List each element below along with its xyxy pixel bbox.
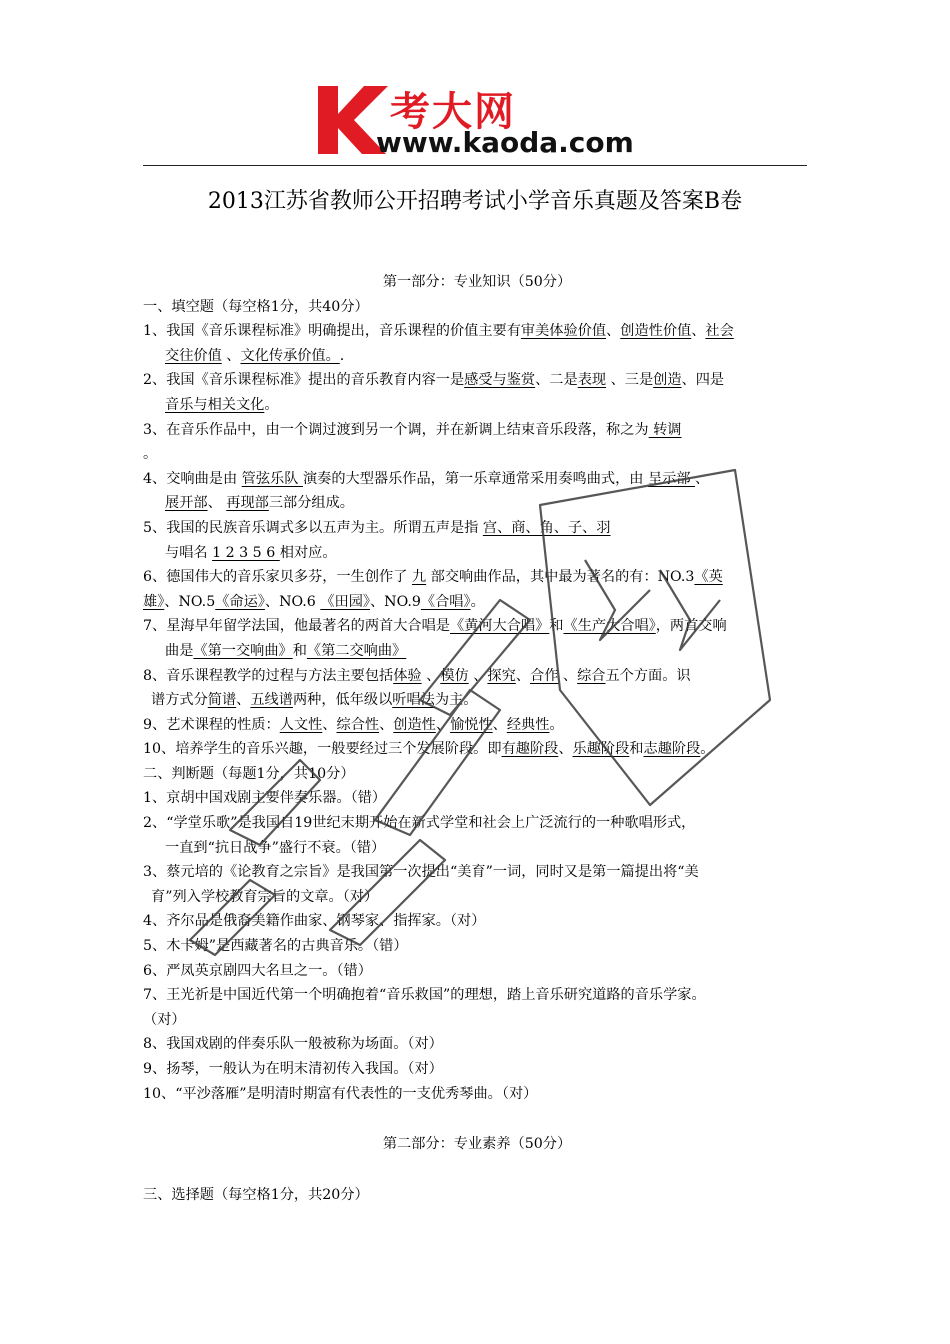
judge-item: 10、“平沙落雁”是明清时期富有代表性的一支优秀琴曲。（对） xyxy=(143,1085,538,1102)
question-3-cont: 。 xyxy=(143,446,158,463)
question-10: 10、培养学生的音乐兴趣，一般要经过三个发展阶段。即有趣阶段、乐趣阶段和志趣阶段。 xyxy=(143,741,715,758)
question-7-cont: 曲是《第一交响曲》和《第二交响曲》 xyxy=(165,642,407,659)
question-3: 3、在音乐作品中，由一个调过渡到另一个调，并在新调上结束音乐段落，称之为 转调 xyxy=(143,421,682,438)
judge-item: 8、我国戏剧的伴奏乐队一般被称为场面。（对） xyxy=(143,1036,443,1053)
section-judge-heading: 二、判断题（每题1分，共10分） xyxy=(143,765,355,782)
question-6: 6、德国伟大的音乐家贝多芬，一生创作了 九 部交响曲作品，其中最为著名的有：NO.3《英 xyxy=(143,569,723,586)
question-2-cont: 音乐与相关文化。 xyxy=(165,396,279,413)
judge-item: 7、王光祈是中国近代第一个明确抱着“音乐救国”的理想，踏上音乐研究道路的音乐学家。 xyxy=(143,987,706,1004)
judge-item-cont: 一直到“抗日战争”盛行不衰。（错） xyxy=(165,839,386,856)
question-5: 5、我国的民族音乐调式多以五声为主。所谓五声是指 宫、商、角、子、羽 xyxy=(143,519,611,536)
section-fill-blank-heading: 一、填空题（每空格1分，共40分） xyxy=(143,298,369,315)
judge-item: 2、“学堂乐歌”是我国自19世纪末期开始在新式学堂和社会上广泛流行的一种歌唱形式， xyxy=(143,815,696,832)
judge-item: 4、齐尔品是俄裔美籍作曲家、钢琴家、指挥家。（对） xyxy=(143,913,486,930)
section-choice-heading: 三、选择题（每空格1分，共20分） xyxy=(143,1186,369,1203)
question-6-cont: 雄》、NO.5《命运》、NO.6 《田园》、NO.9《合唱》。 xyxy=(143,593,485,610)
header-divider xyxy=(143,165,807,166)
question-2: 2、我国《音乐课程标准》提出的音乐教育内容一是感受与鉴赏、二是表现 、三是创造、四是 xyxy=(143,372,725,389)
question-1-cont: 交往价值 、文化传承价值。. xyxy=(165,347,345,364)
judge-item: 6、严凤英京剧四大名旦之一。（错） xyxy=(143,962,372,979)
judge-item: 9、扬琴，一般认为在明末清初传入我国。（对） xyxy=(143,1061,443,1077)
question-9: 9、艺术课程的性质：人文性、综合性、创造性、愉悦性、经典性。 xyxy=(143,716,564,733)
judge-item: 3、蔡元培的《论教育之宗旨》是我国第一次提出“美育”一词，同时又是第一篇提出将“美 xyxy=(143,864,699,881)
question-7: 7、星海早年留学法国，他最著名的两首大合唱是《黄河大合唱》和《生产大合唱》，两首交响 xyxy=(143,618,727,635)
logo-url-text: www.kaoda.com xyxy=(376,126,634,159)
judge-item-cont: （对） xyxy=(143,1011,186,1028)
logo-chinese-text: 考大网 xyxy=(390,89,516,135)
kaoda-logo xyxy=(314,80,644,160)
document-body xyxy=(143,270,811,1207)
document-title: 2013江苏省教师公开招聘考试小学音乐真题及答案B卷 xyxy=(207,189,743,214)
question-8: 8、音乐课程教学的过程与方法主要包括体验 、模仿 、探究、合作 、综合五个方面。识 xyxy=(143,667,691,684)
part-two-heading: 第二部分：专业素养（50分） xyxy=(382,1136,572,1153)
judge-item-cont: 育”列入学校教育宗旨的文章。（对） xyxy=(151,888,379,905)
question-1: 1、我国《音乐课程标准》明确提出，音乐课程的价值主要有审美体验价值、创造性价值、社会 xyxy=(143,323,734,340)
judge-item: 5、木卡姆”是西藏著名的古典音乐。（错） xyxy=(143,938,408,955)
question-5-cont: 与唱名 1 2 3 5 6 相对应。 xyxy=(165,544,337,561)
question-8-cont: 谱方式分简谱、五线谱两种，低年级以听唱法为主。 xyxy=(151,692,478,709)
judge-item: 1、京胡中国戏剧主要伴奏乐器。（错） xyxy=(143,790,387,807)
question-4: 4、交响曲是由 管弦乐队 演奏的大型器乐作品，第一乐章通常采用奏鸣曲式，由 呈示部 、 xyxy=(143,470,710,487)
part-one-heading: 第一部分：专业知识（50分） xyxy=(382,274,572,290)
question-4-cont: 展开部、 再现部三部分组成。 xyxy=(165,495,354,512)
